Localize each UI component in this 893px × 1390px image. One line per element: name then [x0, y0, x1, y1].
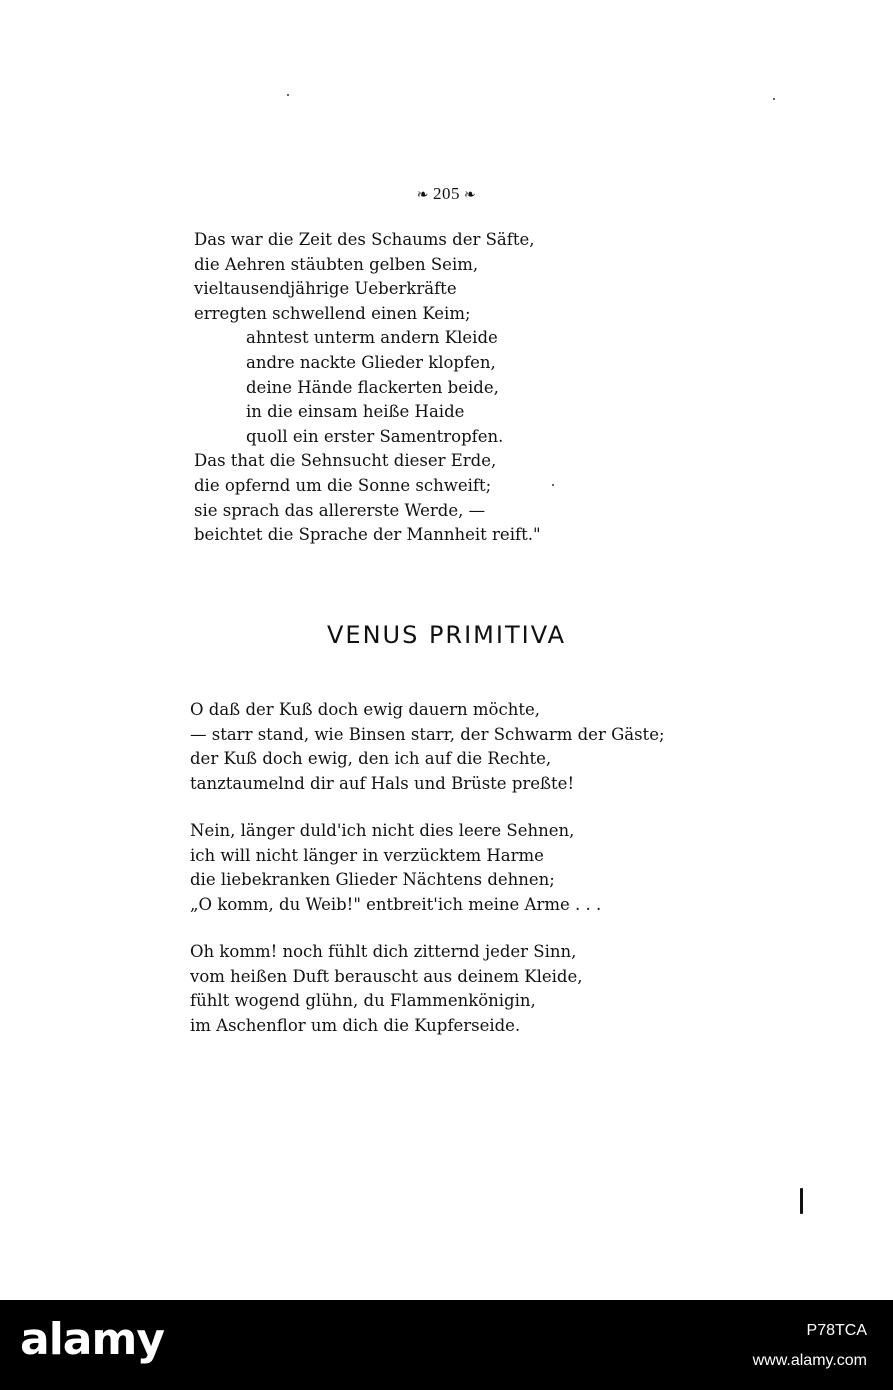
verse-line: beichtet die Sprache der Mannheit reift." [194, 525, 541, 545]
verse-line: — starr stand, wie Binsen starr, der Schwarm der Gäste; [190, 724, 665, 744]
verse-line: Das that die Sehnsucht dieser Erde, [194, 451, 497, 471]
stanza-1 [190, 698, 665, 796]
verse-line: „O komm, du Weib!" entbreit'ich meine Arme . . . [190, 894, 602, 914]
verse-line: vom heißen Duft berauscht aus deinem Kleide, [190, 966, 583, 986]
ornament-right-icon: ❧ [464, 188, 477, 203]
stanza-3 [190, 940, 582, 1038]
verse-line: erregten schwellend einen Keim; [194, 303, 471, 323]
verse-line: andre nackte Glieder klopfen, [246, 352, 496, 372]
footer-url: www.alamy.com [752, 1352, 867, 1369]
verse-line: die opfernd um die Sonne schweift; [194, 475, 492, 495]
verse-line: die liebekranken Glieder Nächtens dehnen; [190, 870, 555, 890]
verse-line: sie sprach das allererste Werde, — [194, 500, 486, 520]
stanza-2 [190, 819, 601, 917]
verse-line: tanztaumelnd dir auf Hals und Brüste preßte! [190, 773, 575, 793]
page-number: 205 [433, 184, 460, 203]
ornament-left-icon: ❧ [416, 188, 429, 203]
verse-line: Oh komm! noch fühlt dich zitternd jeder Sinn, [190, 942, 577, 961]
verse-line: der Kuß doch ewig, den ich auf die Rechte, [190, 749, 552, 769]
margin-mark [800, 1188, 803, 1214]
poem-title: VENUS PRIMITIVA [326, 621, 566, 649]
verse-line: fühlt wogend glühn, du Flammenkönigin, [190, 991, 536, 1011]
footer-info [753, 1316, 867, 1376]
scan-speck [287, 94, 289, 96]
alamy-logo: alamy [20, 1314, 164, 1365]
verse-line: deine Hände flackerten beide, [246, 377, 499, 397]
verse-line: Nein, länger duld'ich nicht dies leere Sehnen, [190, 821, 575, 840]
poem-continuation [194, 228, 541, 548]
image-id: P78TCA [806, 1322, 867, 1339]
verse-line: O daß der Kuß doch ewig dauern möchte, [190, 700, 540, 719]
watermark-footer [0, 1300, 893, 1390]
verse-line: im Aschenflor um dich die Kupferseide. [190, 1015, 521, 1035]
scan-speck [773, 98, 775, 100]
verse-line: vieltausendjährige Ueberkräfte [194, 279, 457, 299]
verse-line: quoll ein erster Samentropfen. [246, 426, 504, 446]
page-number-line [0, 184, 893, 204]
verse-line: Das war die Zeit des Schaums der Säfte, [194, 230, 535, 249]
verse-line: ahntest unterm andern Kleide [246, 328, 498, 348]
verse-line: in die einsam heiße Haide [246, 402, 465, 422]
scan-speck [552, 484, 554, 486]
verse-line: die Aehren stäubten gelben Seim, [194, 254, 479, 274]
verse-line: ich will nicht länger in verzücktem Harme [190, 845, 544, 865]
